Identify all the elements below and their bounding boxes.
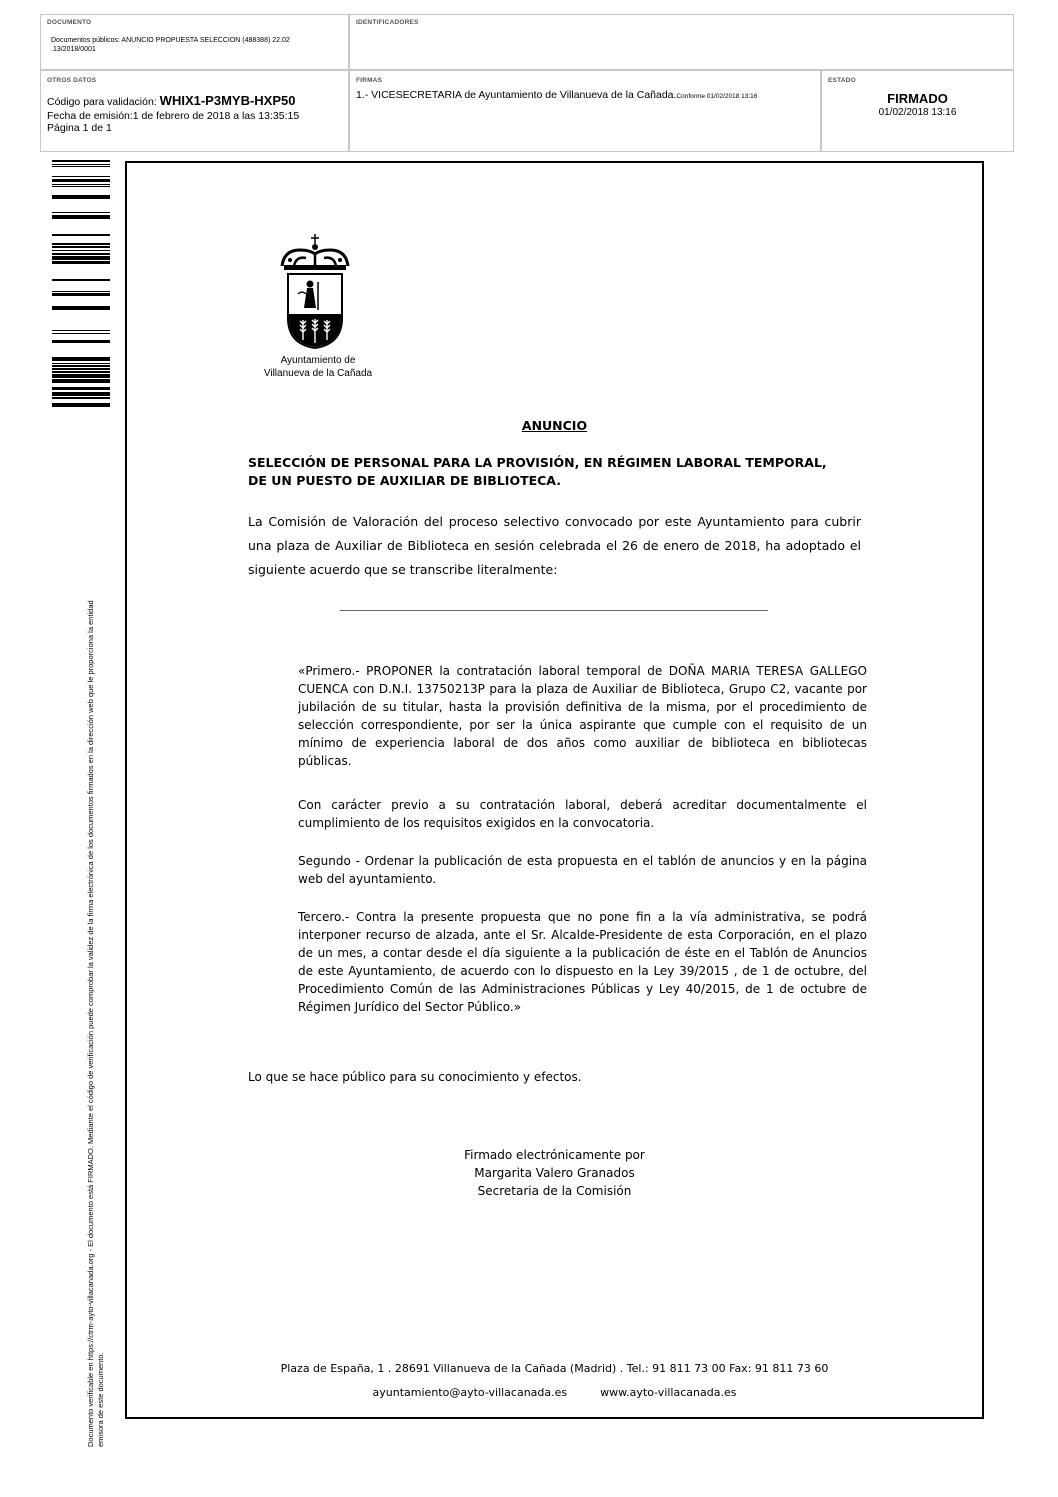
quote-paragraph-tercero: Tercero.- Contra la presente propuesta que no pone fin a la vía administrativa, se podrá interponer recurso de alzada, ante el Sr. Alcalde-Presidente de esta Corporación, en el plazo de un mes, a contar desde el día siguiente a la publicación de éste en el Tablón de Anuncios de este Ayuntamiento, de acuerdo con lo dispuesto en la Ley 39/2015 , de 1 de octubre, del Procedimiento Común de las Administraciones Públicas y Ley 40/2015, de 1 de octubre de Régimen Jurídico del Sector Público.»: [298, 910, 867, 1014]
estado-date: 01/02/2018 13:16: [878, 107, 957, 118]
signature-block: [248, 1146, 861, 1200]
intro-paragraph: La Comisión de Valoración del proceso selectivo convocado por este Ayuntamiento para cubrir una plaza de Auxiliar de Biblioteca en sesión celebrada el 26 de enero de 2018, ha adoptado el siguiente acuerdo que se transcribe literalmente:: [248, 514, 861, 577]
quote-paragraph-segundo: Segundo - Ordenar la publicación de esta propuesta en el tablón de anuncios y en la página web del ayuntamiento.: [298, 854, 867, 886]
firma-entry-main: 1.- VICESECRETARIA de Ayuntamiento de Villanueva de la Cañada.: [356, 89, 677, 101]
documento-label: DOCUMENTO: [47, 19, 92, 26]
validation-code: [47, 95, 295, 108]
header-documento-cell: [40, 14, 349, 70]
logo-caption: [248, 354, 388, 380]
logo-caption-line-2: Villanueva de la Cañada: [263, 368, 373, 379]
verification-side-text: [86, 437, 105, 1447]
validation-code-prefix: Código para validación:: [47, 96, 157, 108]
firmas-label: FIRMAS: [356, 77, 383, 84]
quote-paragraph-previo: Con carácter previo a su contratación laboral, deberá acreditar documentalmente el cumplimiento de los requisitos exigidos en la convocatoria.: [298, 798, 867, 830]
footer-address: Plaza de España, 1 . 28691 Villanueva de la Cañada (Madrid) . Tel.: 91 811 73 00 Fax: 91 811 73 60: [280, 1362, 829, 1375]
identificadores-label: IDENTIFICADORES: [356, 19, 419, 26]
side-text-line-1: Documento verificable en https://ctrm-ayto-villacanada.org - El documento está FIRMADO. Mediante el código de verificación puede comprobar la validez de la firma electrónica de los documentos firmados en la dirección web que le proporciona la entidad: [86, 600, 95, 1447]
footer-web: www.ayto-villacanada.es: [600, 1386, 737, 1399]
otros-datos-label: OTROS DATOS: [47, 77, 97, 84]
signature-name: Margarita Valero Granados: [474, 1166, 635, 1180]
signature-role: Secretaria de la Comisión: [477, 1184, 632, 1198]
estado-status: FIRMADO: [887, 91, 948, 106]
coat-of-arms-icon: [270, 232, 360, 352]
logo-caption-line-1: Ayuntamiento de: [280, 355, 356, 366]
header-otros-datos-cell: [40, 70, 349, 152]
side-text-line-2: emisora de este documento.: [95, 1352, 105, 1447]
barcode-icon: [52, 160, 110, 416]
firma-entry-date: Conforme 01/02/2018 13:16: [676, 93, 758, 100]
subtitle-line-2: DE UN PUESTO DE AUXILIAR DE BIBLIOTECA.: [248, 473, 561, 488]
footer-contact: [248, 1386, 861, 1399]
estado-label: ESTADO: [828, 77, 856, 84]
footer-email: ayuntamiento@ayto-villacanada.es: [372, 1386, 568, 1399]
documento-line-2: .13/2018/0001: [51, 46, 96, 53]
signature-line-1: Firmado electrónicamente por: [464, 1148, 645, 1162]
document-subtitle: [248, 454, 861, 490]
validation-code-value: WHIX1-P3MYB-HXP50: [159, 93, 296, 108]
document-frame: [125, 161, 984, 1419]
documento-line-1: Documentos públicos: ANUNCIO PROPUESTA SELECCION (488388) 22.02: [51, 37, 290, 44]
header-identificadores-cell: [349, 14, 1014, 70]
subtitle-line-1: SELECCIÓN DE PERSONAL PARA LA PROVISIÓN, EN RÉGIMEN LABORAL TEMPORAL,: [248, 455, 827, 470]
separator-rule: [340, 610, 768, 611]
document-title: ANUNCIO: [521, 418, 588, 433]
firma-entry: [356, 89, 821, 103]
header-firmas-cell: [349, 70, 821, 152]
quote-paragraph-primero: «Primero.- PROPONER la contratación laboral temporal de DOÑA MARIA TERESA GALLEGO CUENCA con D.N.I. 13750213P para la plaza de Auxiliar de Biblioteca, Grupo C2, vacante por jubilación de su titular, hasta la provisión definitiva de la misma, por el procedimiento de selección correspondiente, por ser la única aspirante que cumple con el requisito de un mínimo de experiencia laboral de dos años como auxiliar de biblioteca en bibliotecas públicas.: [298, 664, 867, 768]
closing-text: Lo que se hace público para su conocimiento y efectos.: [248, 1070, 582, 1084]
emission-date: Fecha de emisión:1 de febrero de 2018 a las 13:35:15: [47, 110, 300, 122]
page-count: Página 1 de 1: [47, 122, 112, 134]
header-estado-cell: [821, 70, 1014, 152]
